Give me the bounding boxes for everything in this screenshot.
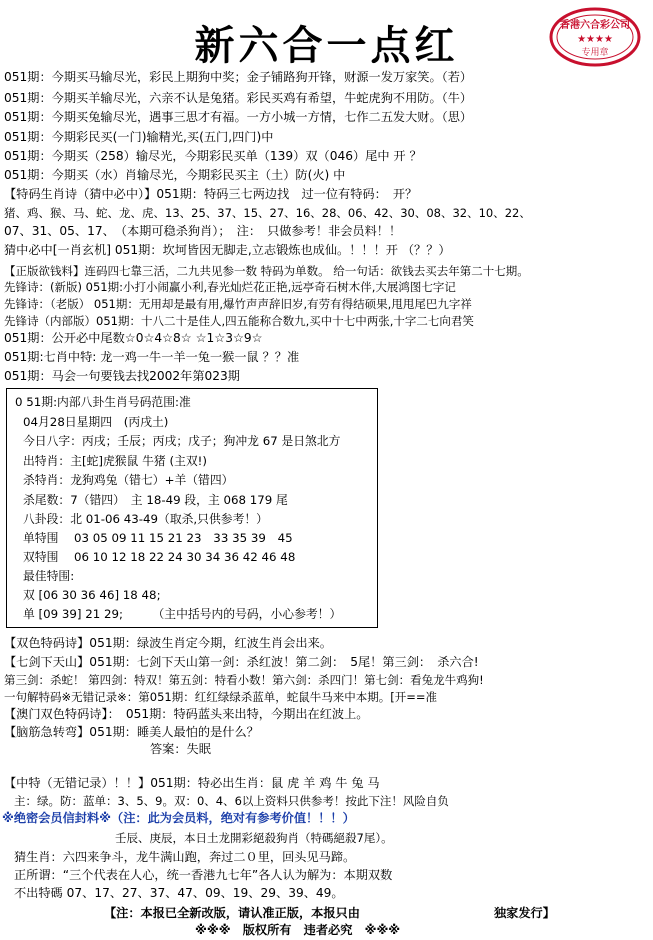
official-stamp [548, 6, 642, 68]
text-line: 先锋诗：（老版） 051期：无用却是最有用,爆竹声声辞旧岁,有劳有得结硕果,甩甩尾巴九字祥 [4, 297, 472, 311]
text-line: 猜中必中[一肖玄机] 051期：坎坷皆因无脚走,立志锻炼也成仙。！！！开 （？？） [4, 243, 451, 257]
text-line: 正所谓：“三个代表在人心，统一香港九七年”各人认为解为：本期双数 [14, 868, 393, 882]
stamp-stars: ★★★★ [577, 34, 613, 45]
text-line: 【七剑下天山】051期：七剑下天山第一剑：杀红波！第二剑： 5尾！第三剑： 杀六合! [4, 655, 479, 669]
text-line: 【中特（无错记录）！！】051期：特必出生肖：鼠 虎 羊 鸡 牛 兔 马 [4, 776, 380, 790]
text-line: 【双色特码诗】051期：绿波生肖定今期，红波生肖会出来。 [4, 636, 332, 650]
text-line: 【澳门双色特码诗】： 051期：特码蓝头来出特，今期出在红波上。 [4, 707, 369, 721]
stamp-top-text: 香港六合彩公司 [560, 20, 630, 31]
box-line: 单特围 03 05 09 11 15 21 23 33 35 39 45 [23, 531, 293, 545]
box-line: 双特围 06 10 12 18 22 24 30 34 36 42 46 48 [23, 550, 296, 564]
footer-note: 【注：本报已全新改版，请认准正版，本报只由 [104, 906, 360, 920]
box-line: 八卦段：北 01-06 43-49（取杀,只供参考！） [23, 512, 268, 526]
box-line: 杀尾数：7（错四） 主 18-49 段，主 068 179 尾 [23, 493, 288, 507]
box-line: 双 [06 30 36 46] 18 48; [23, 588, 161, 602]
text-line: 主：绿。防：蓝单：3、5、9。双：0、4、6以上资料只供参考！按此下注！风险自负 [14, 794, 449, 808]
text-line: 051期:七肖中特: 龙一鸡一牛一羊一兔一猴一鼠 ？？准 [4, 350, 300, 364]
text-line: 【脑筋急转弯】051期：睡美人最怕的是什么？ [4, 725, 259, 739]
text-line: 051期：今期彩民买(一门)输精光,买(五门,四门)中 [4, 130, 274, 144]
box-line: 最佳特围: [23, 569, 75, 583]
text-line: 壬辰、庚辰，本日土龙開彩絕殺狗肖（特碼絕殺7尾）。 [115, 831, 393, 845]
footer-issuer: 独家发行】 [494, 906, 555, 920]
text-line: 一句解特码※无错记录※：第051期：红红绿绿杀蓝单，蛇鼠牛马来中本期。[开==准 [4, 690, 437, 704]
box-line: 04月28日星期四 (丙戌土) [23, 415, 169, 429]
text-line: 051期：公开必中尾数☆0☆4☆8☆ ☆1☆3☆9☆ [4, 331, 263, 345]
box-line: 0 51期:内部八卦生肖号码范围:准 [15, 395, 191, 409]
text-line: 051期：今期买（258）输尽光，今期彩民买单（139）双（046）尾中 开 ？ [4, 149, 422, 163]
text-line: 先锋诗：(新版) 051期:小打小闹赢小利,春光灿烂花正艳,远亭奇石树木伴,大展鸿图七字记 [4, 280, 456, 294]
page-title: 新六合一点红 [194, 22, 459, 69]
box-line: 单 [09 39] 21 29; （主中括号内的号码，小心参考！） [23, 607, 342, 621]
text-line: 第三剑：杀蛇！ 第四剑：特双！第五剑：特看小数！第六剑：杀四门！第七剑：看兔龙牛鸡狗! [4, 673, 484, 687]
text-line: 051期：马会一句要钱去找2002年第023期 [4, 369, 240, 383]
text-line: 051期：今期买羊输尽光，六亲不认是兔猪。彩民买鸡有希望，牛蛇虎狗不用防。（牛） [4, 91, 473, 105]
member-note: ※绝密会员信封料※（注：此为会员料，绝对有参考价值！！！） [2, 811, 355, 825]
text-line: 先锋诗（内部版）051期：十八二十是佳人,四五能称合数九,买中十七中两张,十字二七向君笑 [4, 314, 474, 328]
text-line: 051期：今期买（水）肖输尽光，今期彩民买主（土）防(火) 中 [4, 168, 346, 182]
text-line: 【特码生肖诗（猜中必中）】051期：特码三七两边找 过一位有特码： 开？ [4, 187, 418, 201]
box-line: 杀特肖：龙狗鸡兔（错七）+羊（错四） [23, 473, 234, 487]
bagua-box [6, 388, 378, 628]
text-line: 【正版欲钱料】连码四七靠三活，二九共见参一数 特码为单数。 给一句话：欲钱去买去年第二十七期。 [4, 264, 529, 278]
text-line: 猪、鸡、猴、马、蛇、龙、虎、13、25、37、15、27、16、28、06、42、30、08、32、10、22、 [4, 206, 531, 220]
box-line: 出特肖：主[蛇]虎猴鼠 牛猪 (主双!) [23, 454, 207, 468]
text-line: 不出特碼 07、17、27、37、47、09、19、29、39、49。 [14, 886, 344, 900]
box-line: 今日八字：丙戌；壬辰；丙戌；戊子；狗冲龙 67 是日煞北方 [23, 434, 341, 448]
text-line: 07、31、05、17、 （本期可稳杀狗肖）； 注： 只做参考！非会员料！！ [4, 224, 402, 238]
footer-copyright: ※※※ 版权所有 违者必究 ※※※ [195, 923, 401, 937]
text-line: 猜生肖：六四来争斗，龙牛满山跑，奔过二０里，回头见马蹄。 [14, 850, 356, 864]
stamp-bottom-text: 专用章 [581, 48, 609, 58]
text-line: 051期：今期买兔输尽光，遇事三思才有福。一方小城一方情，七作二五发大财。（思） [4, 110, 473, 124]
riddle-answer: 答案：失眠 [150, 742, 211, 756]
text-line: 051期：今期买马输尽光，彩民上期狗中奖；金子铺路狗开锋，财源一发万家笑。（若） [4, 70, 473, 84]
